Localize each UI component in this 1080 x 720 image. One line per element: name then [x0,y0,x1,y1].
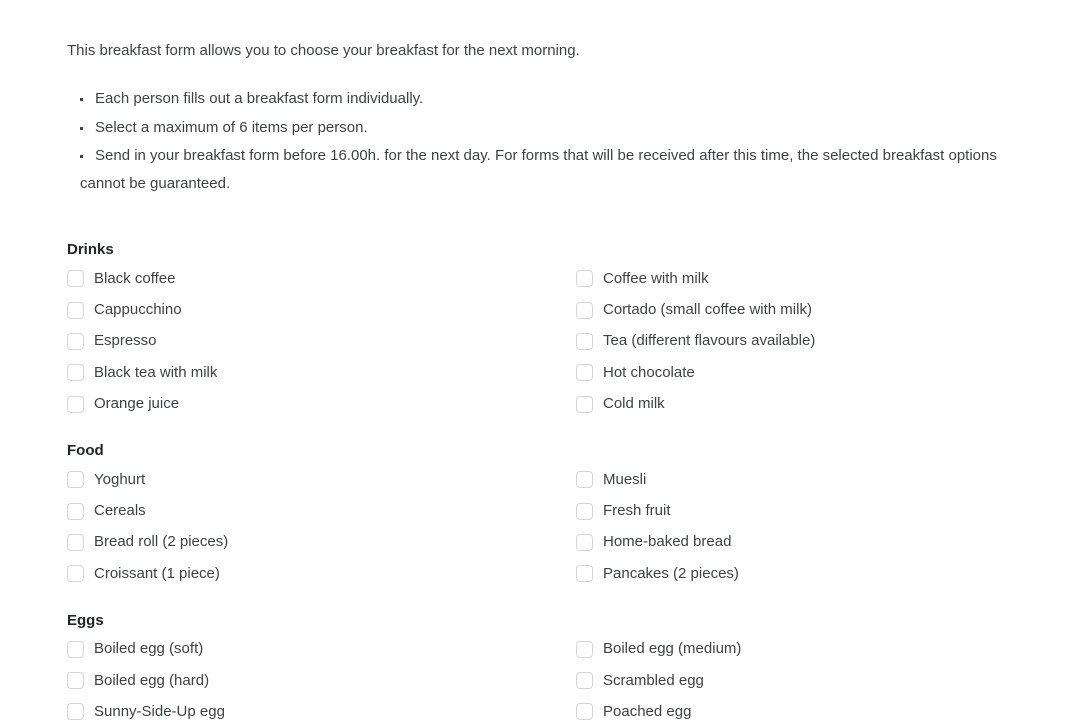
checkbox[interactable] [67,503,84,520]
checkbox-row[interactable] [576,527,1022,558]
checkbox-label[interactable]: Cereals [94,502,146,520]
checkbox-row[interactable] [67,696,576,720]
checkbox-label[interactable]: Muesli [603,470,647,488]
section-column [576,263,1022,420]
checkbox-label[interactable]: Hot chocolate [603,363,695,381]
checkbox-label[interactable]: Black coffee [94,269,176,287]
checkbox[interactable] [576,333,593,350]
checkbox-label[interactable]: Bread roll (2 pieces) [94,533,229,551]
checkbox[interactable] [67,703,84,720]
section-drinks [67,240,1022,420]
checkbox-row[interactable] [67,326,576,357]
checkbox-label[interactable]: Cold milk [603,395,665,413]
checkbox[interactable] [576,302,593,319]
checkbox-row[interactable] [67,495,576,526]
checkbox-label[interactable]: Boiled egg (soft) [94,640,204,658]
checkbox-label[interactable]: Cappucchino [94,301,182,319]
checkbox-label[interactable]: Orange juice [94,395,180,413]
section-column [576,634,1022,720]
checkbox-row[interactable] [576,326,1022,357]
checkbox-label[interactable]: Coffee with milk [603,269,709,287]
checkbox-label[interactable]: Sunny-Side-Up egg [94,702,225,720]
section-title: Food [67,441,104,459]
checkbox[interactable] [67,641,84,658]
checkbox-label[interactable]: Yoghurt [94,470,146,488]
checkbox[interactable] [67,672,84,689]
checkbox-label[interactable]: Home-baked bread [603,533,732,551]
checkbox-row[interactable] [576,495,1022,526]
checkbox-row[interactable] [576,263,1022,294]
checkbox-row[interactable] [576,665,1022,696]
section-title: Drinks [67,241,114,258]
section-columns [67,263,1022,420]
rule-item: ▪ Select a maximum of 6 items per person. [80,115,1022,143]
form-sections [67,240,1022,720]
intro-text: This breakfast form allows you to choose your breakfast for the next morning. [67,42,580,59]
checkbox[interactable] [576,503,593,520]
checkbox-row[interactable] [576,634,1022,665]
checkbox-label[interactable]: Fresh fruit [603,502,671,520]
checkbox[interactable] [576,672,593,689]
rule-item: ▪ Send in your breakfast form before 16.00h. for the next day. For forms that will be received after this time, the selected breakfast options cannot be guaranteed. [80,143,1022,197]
section-eggs [67,611,1022,720]
checkbox[interactable] [67,396,84,413]
checkbox[interactable] [67,333,84,350]
checkbox[interactable] [576,703,593,720]
section-column [576,464,1022,590]
checkbox[interactable] [576,471,593,488]
checkbox-row[interactable] [67,665,576,696]
checkbox-row[interactable] [67,263,576,294]
checkbox-label[interactable]: Black tea with milk [94,363,218,381]
checkbox-row[interactable] [67,558,576,589]
checkbox-row[interactable] [576,696,1022,720]
checkbox-label[interactable]: Pancakes (2 pieces) [603,564,739,582]
checkbox-label[interactable]: Espresso [94,332,157,350]
section-title: Eggs [67,611,104,629]
checkbox-row[interactable] [67,527,576,558]
checkbox-label[interactable]: Croissant (1 piece) [94,564,220,582]
checkbox-row[interactable] [576,464,1022,495]
checkbox-row[interactable] [67,464,576,495]
section-columns [67,464,1022,590]
checkbox[interactable] [576,641,593,658]
checkbox-row[interactable] [67,357,576,388]
checkbox-label[interactable]: Tea (different flavours available) [603,332,816,350]
rule-item: ▪ Each person fills out a breakfast form individually. [80,86,1022,114]
checkbox-label[interactable]: Poached egg [603,702,692,720]
checkbox[interactable] [67,565,84,582]
section-column [67,634,576,720]
checkbox-row[interactable] [576,389,1022,420]
checkbox-label[interactable]: Boiled egg (hard) [94,671,210,689]
checkbox-label[interactable]: Cortado (small coffee with milk) [603,301,812,319]
checkbox[interactable] [67,364,84,381]
section-food [67,441,1022,590]
checkbox-label[interactable]: Scrambled egg [603,671,704,689]
checkbox[interactable] [67,302,84,319]
checkbox[interactable] [67,270,84,287]
checkbox-row[interactable] [67,634,576,665]
checkbox[interactable] [576,396,593,413]
checkbox[interactable] [67,471,84,488]
checkbox-row[interactable] [576,294,1022,325]
rules-list [67,86,1022,197]
checkbox-label[interactable]: Boiled egg (medium) [603,640,742,658]
section-column [67,464,576,590]
checkbox[interactable] [576,534,593,551]
section-column [67,263,576,420]
checkbox[interactable] [67,534,84,551]
checkbox[interactable] [576,364,593,381]
checkbox-row[interactable] [67,389,576,420]
checkbox-row[interactable] [67,294,576,325]
checkbox[interactable] [576,270,593,287]
checkbox[interactable] [576,565,593,582]
checkbox-row[interactable] [576,357,1022,388]
checkbox-row[interactable] [576,558,1022,589]
section-columns [67,634,1022,720]
